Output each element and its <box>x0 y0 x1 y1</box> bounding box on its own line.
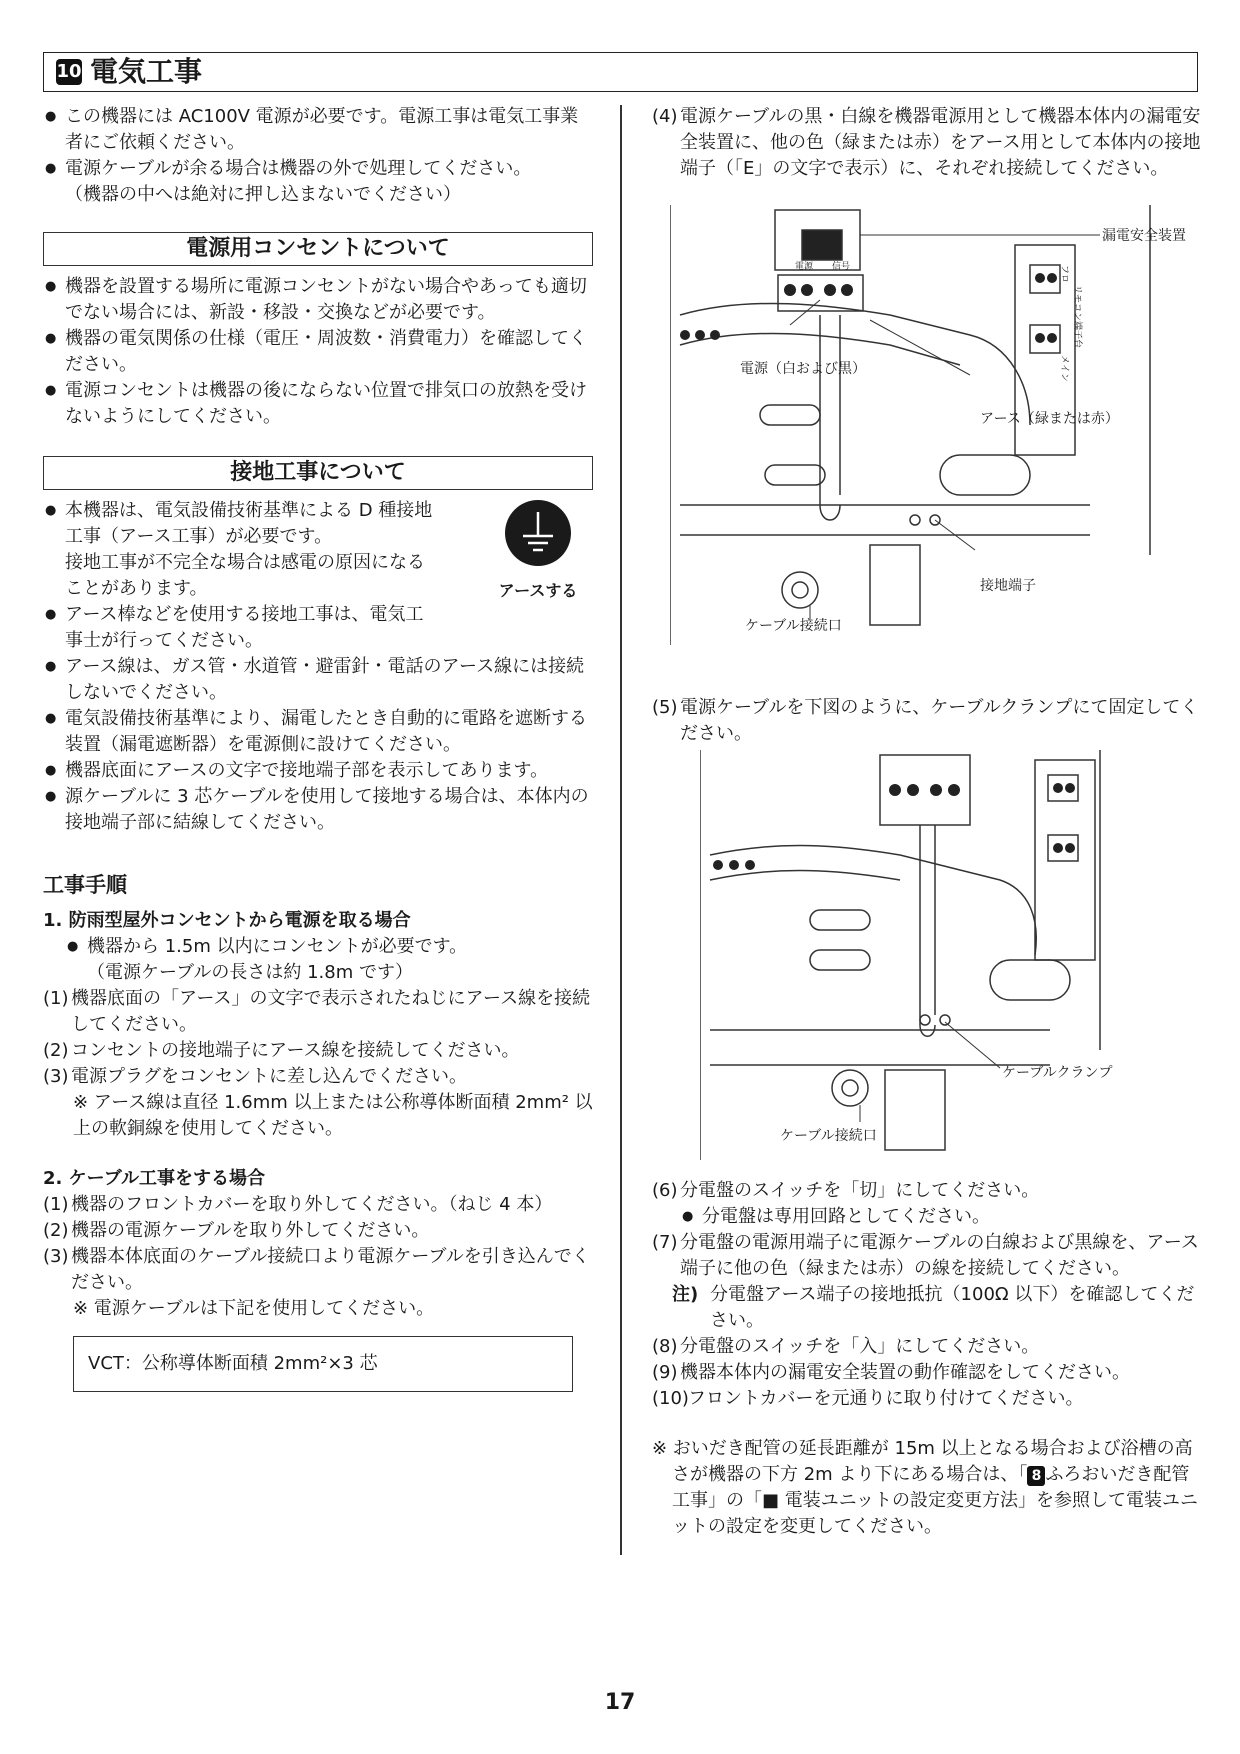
grounding-bullet-1-line-2: 工事（アース工事）が必要です。 <box>65 526 333 547</box>
wiring-diagram-2 <box>700 750 1120 1160</box>
step-text: 電源ケーブルの黒・白線を機器電源用として機器本体内の漏電安全装置に、他の色（緑または赤）をアース用として本体内の接地端子（「E」の文字で表示）に、それぞれ接続してください。 <box>680 106 1201 179</box>
step-8 <box>652 1334 1202 1360</box>
case1-bullet: ● 機器から 1.5m 以内にコンセントが必要です。 <box>65 934 593 960</box>
step-text: 電源プラグをコンセントに差し込んでください。 <box>71 1066 467 1087</box>
section-header <box>43 52 1198 92</box>
grounding-bullet-6: ● 源ケーブルに 3 芯ケーブルを使用して接地する場合は、本体内の接地端子部に結線してください。 <box>43 784 593 836</box>
cable-spec-box: VCT：公称導体断面積 2mm²×3 芯 <box>73 1336 573 1392</box>
step-text: 電源ケーブルを下図のように、ケーブルクランプにて固定してください。 <box>680 697 1199 744</box>
outlet-bullet-1: ● 機器を設置する場所に電源コンセントがない場合やあっても適切でない場合には、新設・移設・交換などが必要です。 <box>43 274 593 326</box>
step-number: (1) <box>43 1194 69 1215</box>
tiny-label-furo: フロ <box>1059 265 1069 284</box>
case1-step-2 <box>43 1038 593 1064</box>
earth-icon-block <box>493 498 583 604</box>
section-number-badge: 10 <box>56 59 82 85</box>
outlet-bullet-2: ● 機器の電気関係の仕様（電圧・周波数・消費電力）を確認してください。 <box>43 326 593 378</box>
callout-leak-safety: 漏電安全装置 <box>1102 228 1186 244</box>
callout-earth-wire: アース（緑または赤） <box>980 411 1119 427</box>
intro-bullet-2: ● 電源ケーブルが余る場合は機器の外で処理してください。 <box>43 156 593 182</box>
grounding-bullet-1 <box>43 498 463 602</box>
tiny-label-power: 電源 <box>795 262 814 272</box>
step-5 <box>652 695 1202 747</box>
column-divider <box>620 105 622 1555</box>
grounding-bullet-4: ● 電気設備技術基準により、漏電したとき自動的に電路を遮断する装置（漏電遮断器）を電源側に設けてください。 <box>43 706 593 758</box>
steps-after <box>652 1178 1202 1540</box>
step-number: (7) <box>652 1232 678 1253</box>
grounding-bullet-1-line-3: 接地工事が不完全な場合は感電の原因になる <box>65 552 425 573</box>
step-6 <box>652 1178 1202 1204</box>
step-text: 分電盤のスイッチを「入」にしてください。 <box>680 1336 1040 1357</box>
step-number: (8) <box>652 1336 678 1357</box>
tiny-label-main: メイン <box>1059 355 1069 382</box>
grounding-bullet-1-line-4: ことがあります。 <box>65 578 208 599</box>
intro-note: （機器の中へは絶対に押し込まないでください） <box>65 184 461 205</box>
callout-ground-terminal: 接地端子 <box>980 578 1036 594</box>
step-7-caution <box>652 1282 1202 1334</box>
grounding-bullet-5: ● 機器底面にアースの文字で接地端子部を表示してあります。 <box>43 758 593 784</box>
grounding-bullet-2 <box>43 602 463 654</box>
section-title: 電気工事 <box>90 55 203 88</box>
grounding-heading: 接地工事について <box>43 456 593 490</box>
wiring-diagram-1 <box>670 205 1200 645</box>
step-text: コンセントの接地端子にアース線を接続してください。 <box>71 1040 520 1061</box>
tiny-label-signal: 信号 <box>832 262 851 272</box>
step-text: 分電盤のスイッチを「切」にしてください。 <box>680 1180 1040 1201</box>
step-9 <box>652 1360 1202 1386</box>
grounding-bullet-2-line-1: アース棒などを使用する接地工事は、電気工 <box>65 604 424 625</box>
left-column <box>43 104 593 1392</box>
step-text: 分電盤の電源用端子に電源ケーブルの白線および黒線を、アース端子に他の色（緑または赤）の線を接続してください。 <box>680 1232 1199 1279</box>
step-number: (10) <box>652 1388 689 1409</box>
case2-title: 2. ケーブル工事をする場合 <box>43 1168 266 1189</box>
step-number: (4) <box>652 106 678 127</box>
right-column <box>652 104 1202 182</box>
wiring-diagram-2-drawing <box>700 750 1120 1160</box>
callout-power-wire: 電源（白および黒） <box>740 361 866 377</box>
grounding-bullet-3: ● アース線は、ガス管・水道管・避雷針・電話のアース線には接続しないでください。 <box>43 654 593 706</box>
step-text: 機器底面の「アース」の文字で表示されたねじにアース線を接続してください。 <box>71 988 591 1035</box>
step-text: 機器本体内の漏電安全装置の動作確認をしてください。 <box>680 1362 1130 1383</box>
section-8-badge: 8 <box>1027 1466 1045 1486</box>
caution-label: 注) <box>672 1284 699 1305</box>
step-number: (5) <box>652 697 678 718</box>
callout-cable-clamp: ケーブルクランプ <box>1002 1065 1113 1081</box>
case1-note: ※ アース線は直径 1.6mm 以上または公称導体断面積 2mm² 以上の軟銅線を使用してください。 <box>73 1092 593 1139</box>
callout-cable-port: ケーブル接続口 <box>745 618 842 634</box>
step-text: 機器の電源ケーブルを取り外してください。 <box>71 1220 430 1241</box>
step-number: (2) <box>43 1040 69 1061</box>
final-note <box>652 1436 1202 1540</box>
grounding-bullet-2-line-2: 事士が行ってください。 <box>65 630 263 651</box>
grounding-bullet-1-line-1: 本機器は、電気設備技術基準による D 種接地 <box>65 500 433 521</box>
step-number: (9) <box>652 1362 678 1383</box>
step-text: フロントカバーを元通りに取り付けてください。 <box>688 1388 1084 1409</box>
step-number: (2) <box>43 1220 69 1241</box>
case1-title: 1. 防雨型屋外コンセントから電源を取る場合 <box>43 910 411 931</box>
ground-icon <box>503 498 573 568</box>
case2-note: ※ 電源ケーブルは下記を使用してください。 <box>73 1298 435 1319</box>
page-number: 17 <box>604 1690 636 1715</box>
step-text: 機器本体底面のケーブル接続口より電源ケーブルを引き込んでください。 <box>71 1246 590 1293</box>
step-number: (6) <box>652 1180 678 1201</box>
step-text: 分電盤アース端子の接地抵抗（100Ω 以下）を確認してください。 <box>710 1284 1195 1331</box>
outlet-bullet-3: ● 電源コンセントは機器の後にならない位置で排気口の放熱を受けないようにしてください。 <box>43 378 593 430</box>
step-10 <box>652 1386 1202 1412</box>
callout-cable-port-2: ケーブル接続口 <box>780 1128 877 1144</box>
final-note-part-2: ふろおいだき配管工事」の「■ 電装ユニットの設定変更方法」を参照して電装ユニットの設定を変更してください。 <box>672 1464 1199 1537</box>
tiny-label-remote-terminal: リモコン端子台 <box>1072 285 1082 349</box>
step-7 <box>652 1230 1202 1282</box>
case1-step-3 <box>43 1064 593 1090</box>
step-5-block <box>652 695 1202 747</box>
step-number: (3) <box>43 1066 69 1087</box>
step-number: (3) <box>43 1246 69 1267</box>
step-4 <box>652 104 1202 182</box>
final-note-part-1: ※ おいだき配管の延長距離が 15m 以上となる場合および浴槽の高さが機器の下方 2m より下にある場合は、「 <box>652 1438 1193 1485</box>
case1-bullet-note: （電源ケーブルの長さは約 1.8m です） <box>87 962 413 983</box>
wiring-diagram-1-drawing <box>670 205 1200 645</box>
case2-step-2 <box>43 1218 593 1244</box>
step-number: (1) <box>43 988 69 1009</box>
case1-step-1 <box>43 986 593 1038</box>
procedure-heading: 工事手順 <box>43 873 127 897</box>
case2-step-3 <box>43 1244 593 1296</box>
intro-bullet-1: ● この機器には AC100V 電源が必要です。電源工事は電気工事業者にご依頼ください。 <box>43 104 593 156</box>
ground-icon-label: アースする <box>498 581 578 600</box>
step-text: 機器のフロントカバーを取り外してください。（ねじ 4 本） <box>71 1194 553 1215</box>
step-6-bullet: ● 分電盤は専用回路としてください。 <box>680 1204 1202 1230</box>
outlet-heading: 電源用コンセントについて <box>43 232 593 266</box>
case2-step-1 <box>43 1192 593 1218</box>
